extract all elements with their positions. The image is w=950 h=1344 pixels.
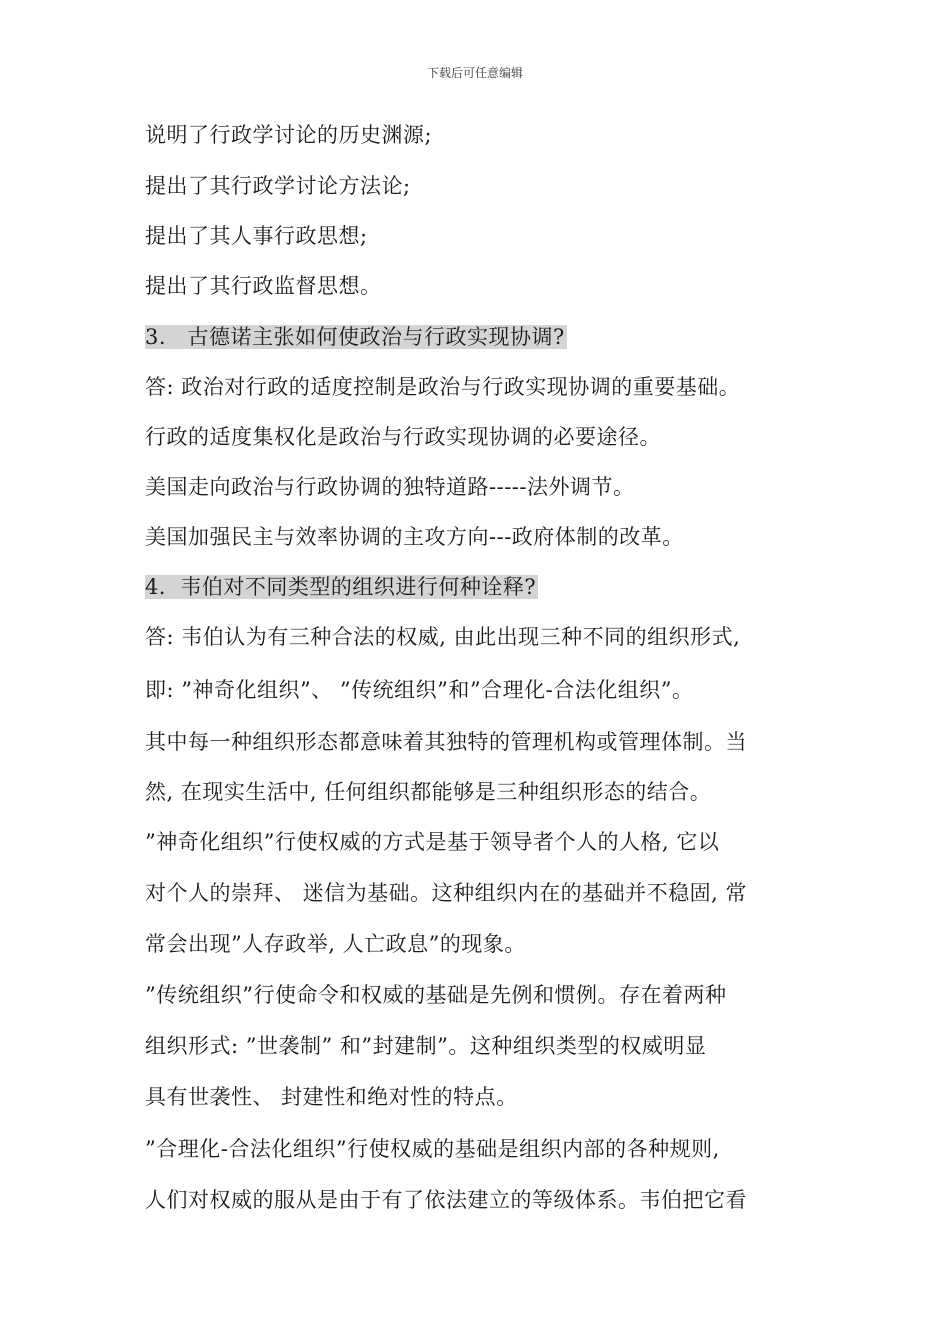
text-line: 答: 政治对行政的适度控制是政治与行政实现协调的重要基础。 [145, 375, 741, 399]
text-line: 答: 韦伯认为有三种合法的权威, 由此出现三种不同的组织形式, [145, 625, 741, 649]
text-line: 提出了其人事行政思想; [145, 224, 368, 248]
text-line: 人们对权威的服从是由于有了依法建立的等级体系。韦伯把它看 [145, 1188, 747, 1212]
text-line: 对个人的崇拜、 迷信为基础。这种组织内在的基础并不稳固, 常 [145, 881, 748, 905]
text-line: 具有世袭性、 封建性和绝对性的特点。 [145, 1085, 518, 1109]
text-line: 组织形式: ”世袭制” 和”封建制”。这种组织类型的权威明显 [145, 1034, 707, 1058]
question-heading: 3. 古德诺主张如何使政治与行政实现协调? [145, 325, 565, 349]
text-line: 美国走向政治与行政协调的独特道路-----法外调节。 [145, 475, 635, 499]
text-line: 提出了其行政学讨论方法论; [145, 174, 411, 198]
text-line: 其中每一种组织形态都意味着其独特的管理机构或管理体制。当 [145, 730, 747, 754]
text-line: 美国加强民主与效率协调的主攻方向---政府体制的改革。 [145, 525, 684, 549]
text-line: 常会出现”人存政举, 人亡政息”的现象。 [145, 932, 526, 956]
text-line: 提出了其行政监督思想。 [145, 274, 382, 298]
text-line: 即: ”神奇化组织”、 ”传统组织”和”合理化-合法化组织”。 [145, 678, 694, 702]
text-line: 行政的适度集权化是政治与行政实现协调的必要途径。 [145, 425, 661, 449]
page-header: 下载后可任意编辑 [426, 66, 523, 80]
text-line: ”合理化-合法化组织”行使权威的基础是组织内部的各种规则, [145, 1137, 720, 1161]
text-line: ”神奇化组织”行使权威的方式是基于领导者个人的人格, 它以 [145, 830, 720, 854]
text-line: ”传统组织”行使命令和权威的基础是先例和惯例。存在着两种 [145, 983, 727, 1007]
text-line: 然, 在现实生活中, 任何组织都能够是三种组织形态的结合。 [145, 780, 712, 804]
question-heading: 4．韦伯对不同类型的组织进行何种诠释? [145, 575, 537, 599]
text-line: 说明了行政学讨论的历史渊源; [145, 123, 433, 147]
